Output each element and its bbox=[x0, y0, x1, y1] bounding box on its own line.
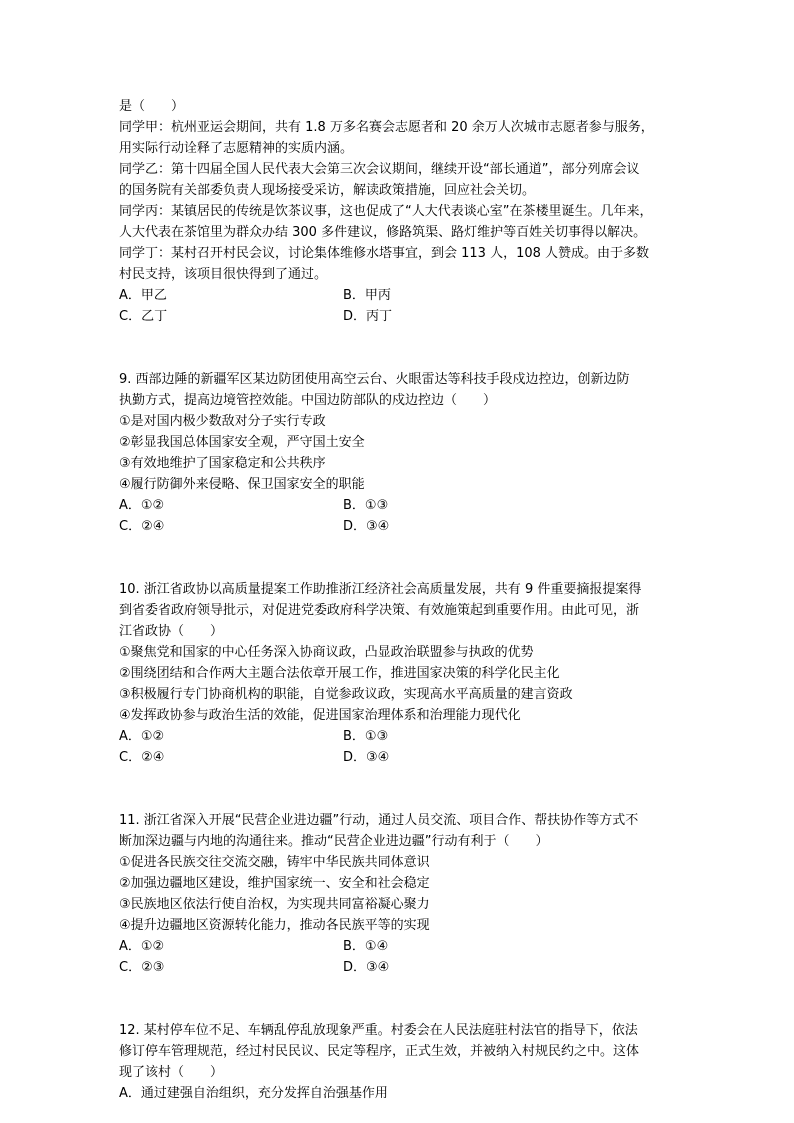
option-c[interactable]: C．②④ bbox=[119, 519, 165, 534]
question-stem-line: 同学乙：第十四届全国人民代表大会第三次会议期间，继续开设“部长通道”，部分列席会议 bbox=[119, 162, 640, 177]
option-c[interactable]: C．乙丁 bbox=[119, 309, 168, 324]
option-a[interactable]: A．①② bbox=[119, 498, 165, 513]
exam-page bbox=[119, 96, 679, 1104]
statement-item: ①是对国内极少数敌对分子实行专政 bbox=[119, 414, 326, 429]
option-a[interactable]: A．甲乙 bbox=[119, 288, 167, 303]
question-stem-line: 用实际行动诠释了志愿精神的实质内涵。 bbox=[119, 141, 354, 156]
spacer bbox=[119, 537, 679, 579]
options-row bbox=[119, 495, 679, 516]
question-stem-line: 11. 浙江省深入开展“民营企业进边疆”行动，通过人员交流、项目合作、帮扶协作等方式不 bbox=[119, 813, 639, 828]
option-d[interactable]: D．③④ bbox=[343, 960, 390, 975]
statement-item: ②围绕团结和合作两大主题合法依章开展工作，推进国家决策的科学化民主化 bbox=[119, 666, 560, 681]
options-row bbox=[119, 936, 679, 957]
question-stem-line: 到省委省政府领导批示，对促进党委政府科学决策、有效施策起到重要作用。由此可见，浙 bbox=[119, 603, 640, 618]
question-11 bbox=[119, 810, 679, 978]
question-stem-line: 同学甲：杭州亚运会期间，共有 1.8 万多名赛会志愿者和 20 余万人次城市志愿者参与服务， bbox=[119, 120, 654, 135]
option-c[interactable]: C．②③ bbox=[119, 960, 165, 975]
options-row bbox=[119, 285, 679, 306]
question-stem-line: 是（ ） bbox=[119, 99, 185, 114]
options-row bbox=[119, 747, 679, 768]
options-row bbox=[119, 306, 679, 327]
options-row bbox=[119, 957, 679, 978]
statement-item: ①聚焦党和国家的中心任务深入协商议政，凸显政治联盟参与执政的优势 bbox=[119, 645, 534, 660]
option-b[interactable]: B．甲丙 bbox=[343, 288, 391, 303]
question-stem-line: 村民支持，该项目很快得到了通过。 bbox=[119, 267, 328, 282]
statement-item: ③有效地维护了国家稳定和公共秩序 bbox=[119, 456, 326, 471]
question-9 bbox=[119, 369, 679, 537]
question-12 bbox=[119, 1020, 679, 1104]
spacer bbox=[119, 768, 679, 810]
question-stem-line: 现了该村（ ） bbox=[119, 1065, 224, 1080]
option-c[interactable]: C．②④ bbox=[119, 750, 165, 765]
options-row bbox=[119, 516, 679, 537]
statement-item: ③积极履行专门协商机构的职能，自觉参政议政，实现高水平高质量的建言资政 bbox=[119, 687, 573, 702]
statement-item: ②加强边疆地区建设，维护国家统一、安全和社会稳定 bbox=[119, 876, 430, 891]
question-10 bbox=[119, 579, 679, 768]
option-a[interactable]: A．①② bbox=[119, 729, 165, 744]
options-row bbox=[119, 726, 679, 747]
statement-item: ②彰显我国总体国家安全观，严守国土安全 bbox=[119, 435, 365, 450]
spacer bbox=[119, 978, 679, 1020]
statement-item: ④提升边疆地区资源转化能力，推动各民族平等的实现 bbox=[119, 918, 430, 933]
question-stem-line: 修订停车管理规范，经过村民民议、民定等程序，正式生效，并被纳入村规民约之中。这体 bbox=[119, 1044, 640, 1059]
question-stem-line: 9. 西部边陲的新疆军区某边防团使用高空云台、火眼雷达等科技手段戍边控边，创新边防 bbox=[119, 372, 630, 387]
question-stem-line: 同学丁：某村召开村民会议，讨论集体维修水塔事宜，到会 113 人，108 人赞成。由于多数 bbox=[119, 246, 650, 261]
statement-item: ④履行防御外来侵略、保卫国家安全的职能 bbox=[119, 477, 365, 492]
option-b[interactable]: B．①④ bbox=[343, 939, 389, 954]
option-d[interactable]: D．③④ bbox=[343, 519, 390, 534]
statement-item: ④发挥政协参与政治生活的效能，促进国家治理体系和治理能力现代化 bbox=[119, 708, 521, 723]
question-stem-line: 执勤方式，提高边境管控效能。中国边防部队的戍边控边（ ） bbox=[119, 393, 497, 408]
option-b[interactable]: B．①③ bbox=[343, 498, 389, 513]
question-stem-line: 10. 浙江省政协以高质量提案工作助推浙江经济社会高质量发展，共有 9 件重要摘报提案得 bbox=[119, 582, 642, 597]
statement-item: ③民族地区依法行使自治权，为实现共同富裕凝心聚力 bbox=[119, 897, 430, 912]
option-a[interactable]: A．通过建强自治组织，充分发挥自治强基作用 bbox=[119, 1086, 388, 1101]
option-d[interactable]: D．③④ bbox=[343, 750, 390, 765]
question-stem-line: 人大代表在茶馆里为群众办结 300 多件建议，修路筑渠、路灯维护等百姓关切事得以解决。 bbox=[119, 225, 647, 240]
question-stem-line: 江省政协（ ） bbox=[119, 624, 224, 639]
statement-item: ①促进各民族交往交流交融，铸牢中华民族共同体意识 bbox=[119, 855, 430, 870]
option-d[interactable]: D．丙丁 bbox=[343, 309, 393, 324]
question-stem-line: 断加深边疆与内地的沟通往来。推动“民营企业进边疆”行动有利于（ ） bbox=[119, 834, 549, 849]
question-8 bbox=[119, 96, 679, 327]
spacer bbox=[119, 327, 679, 369]
option-b[interactable]: B．①③ bbox=[343, 729, 389, 744]
question-stem-line: 的国务院有关部委负责人现场接受采访，解读政策措施，回应社会关切。 bbox=[119, 183, 536, 198]
question-stem-line: 同学丙：某镇居民的传统是饮茶议事，这也促成了“人大代表谈心室”在茶楼里诞生。几年来， bbox=[119, 204, 653, 219]
question-stem-line: 12. 某村停车位不足、车辆乱停乱放现象严重。村委会在人民法庭驻村法官的指导下，依法 bbox=[119, 1023, 638, 1038]
option-a[interactable]: A．①② bbox=[119, 939, 165, 954]
